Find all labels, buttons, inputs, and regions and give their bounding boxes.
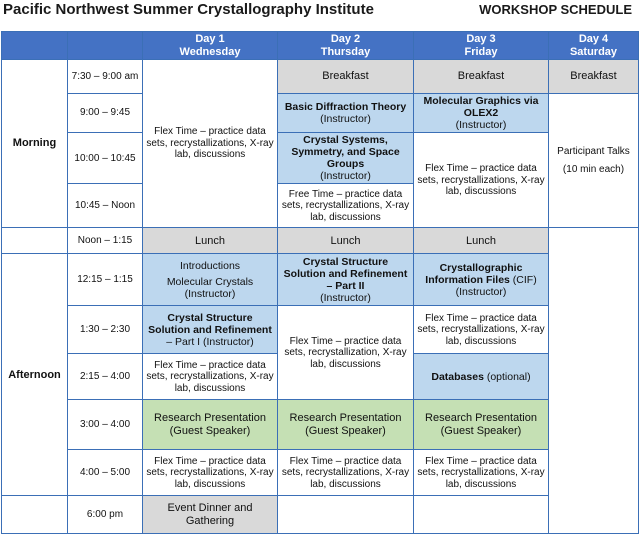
cell-breakfast-d3: Breakfast bbox=[414, 60, 549, 94]
cell-structure-part2: Crystal Structure Solution and Refinement – Part II (Instructor) bbox=[278, 254, 414, 306]
time-cell: 7:30 – 9:00 am bbox=[68, 60, 143, 94]
cell-molecular-graphics: Molecular Graphics via OLEX2 (Instructor) bbox=[414, 94, 549, 133]
cell-structure-part1: Crystal Structure Solution and Refinement – Part I (Instructor) bbox=[143, 306, 278, 354]
cell-flex-d2-pm: Flex Time – practice data sets, recrystallization, X-ray lab, discussions bbox=[278, 306, 414, 400]
time-cell: Noon – 1:15 bbox=[68, 228, 143, 254]
header-day-2: Day 2 Thursday bbox=[278, 32, 414, 60]
period-morning: Morning bbox=[2, 60, 68, 228]
cell-flex-d3-am: Flex Time – practice data sets, recrystallizations, X-ray lab, discussions bbox=[414, 133, 549, 228]
row-noon bbox=[2, 228, 639, 254]
cell-empty bbox=[414, 496, 549, 534]
cell-flex-d3-400: Flex Time – practice data sets, recrystallizations, X-ray lab, discussions bbox=[414, 450, 549, 496]
header-day-1: Day 1 Wednesday bbox=[143, 32, 278, 60]
cell-basic-diffraction: Basic Diffraction Theory (Instructor) bbox=[278, 94, 414, 133]
period-afternoon: Afternoon bbox=[2, 254, 68, 496]
time-cell: 1:30 – 2:30 bbox=[68, 306, 143, 354]
period-blank bbox=[2, 496, 68, 534]
row-0900 bbox=[2, 94, 639, 133]
header-blank-time bbox=[68, 32, 143, 60]
cell-d4-afternoon-empty bbox=[549, 228, 639, 534]
time-cell: 9:00 – 9:45 bbox=[68, 94, 143, 133]
time-cell: 12:15 – 1:15 bbox=[68, 254, 143, 306]
cell-lunch-d3: Lunch bbox=[414, 228, 549, 254]
time-cell: 3:00 – 4:00 bbox=[68, 400, 143, 450]
cell-breakfast-d2: Breakfast bbox=[278, 60, 414, 94]
cell-free-time-d2: Free Time – practice data sets, recrystallizations, X-ray lab, discussions bbox=[278, 184, 414, 228]
header-day-3: Day 3 Friday bbox=[414, 32, 549, 60]
cell-flex-d1-215: Flex Time – practice data sets, recrystallizations, X-ray lab, discussions bbox=[143, 354, 278, 400]
cell-participant-talks: Participant Talks (10 min each) bbox=[549, 94, 639, 228]
page-header bbox=[0, 0, 640, 30]
schedule-table bbox=[1, 31, 639, 534]
time-cell: 10:45 – Noon bbox=[68, 184, 143, 228]
time-cell: 6:00 pm bbox=[68, 496, 143, 534]
cell-cif: Crystallographic Information Files (CIF) (Instructor) bbox=[414, 254, 549, 306]
cell-research-d3: Research Presentation (Guest Speaker) bbox=[414, 400, 549, 450]
row-0130 bbox=[2, 306, 639, 354]
cell-empty bbox=[278, 496, 414, 534]
row-0400 bbox=[2, 450, 639, 496]
cell-introductions: Introductions Molecular Crystals (Instructor) bbox=[143, 254, 278, 306]
time-cell: 4:00 – 5:00 bbox=[68, 450, 143, 496]
row-1000 bbox=[2, 133, 639, 184]
cell-breakfast-d4: Breakfast bbox=[549, 60, 639, 94]
cell-lunch-d1: Lunch bbox=[143, 228, 278, 254]
cell-flex-d1-am: Flex Time – practice data sets, recrystallizations, X-ray lab, discussions bbox=[143, 60, 278, 228]
time-cell: 2:15 – 4:00 bbox=[68, 354, 143, 400]
cell-crystal-systems: Crystal Systems, Symmetry, and Space Groups (Instructor) bbox=[278, 133, 414, 184]
page-subtitle: WORKSHOP SCHEDULE bbox=[479, 2, 632, 17]
row-0600 bbox=[2, 496, 639, 534]
header-row bbox=[2, 32, 639, 60]
row-0300 bbox=[2, 400, 639, 450]
header-blank bbox=[2, 32, 68, 60]
time-cell: 10:00 – 10:45 bbox=[68, 133, 143, 184]
row-0730 bbox=[2, 60, 639, 94]
cell-lunch-d2: Lunch bbox=[278, 228, 414, 254]
cell-flex-d1-400: Flex Time – practice data sets, recrystallizations, X-ray lab, discussions bbox=[143, 450, 278, 496]
page-title: Pacific Northwest Summer Crystallography Institute bbox=[3, 1, 374, 18]
cell-research-d1: Research Presentation (Guest Speaker) bbox=[143, 400, 278, 450]
header-day-4: Day 4 Saturday bbox=[549, 32, 639, 60]
cell-databases: Databases (optional) bbox=[414, 354, 549, 400]
cell-event-dinner: Event Dinner and Gathering bbox=[143, 496, 278, 534]
period-blank bbox=[2, 228, 68, 254]
cell-research-d2: Research Presentation (Guest Speaker) bbox=[278, 400, 414, 450]
cell-flex-d3-130: Flex Time – practice data sets, recrystallizations, X-ray lab, discussions bbox=[414, 306, 549, 354]
cell-flex-d2-400: Flex Time – practice data sets, recrystallizations, X-ray lab, discussions bbox=[278, 450, 414, 496]
row-1215 bbox=[2, 254, 639, 306]
